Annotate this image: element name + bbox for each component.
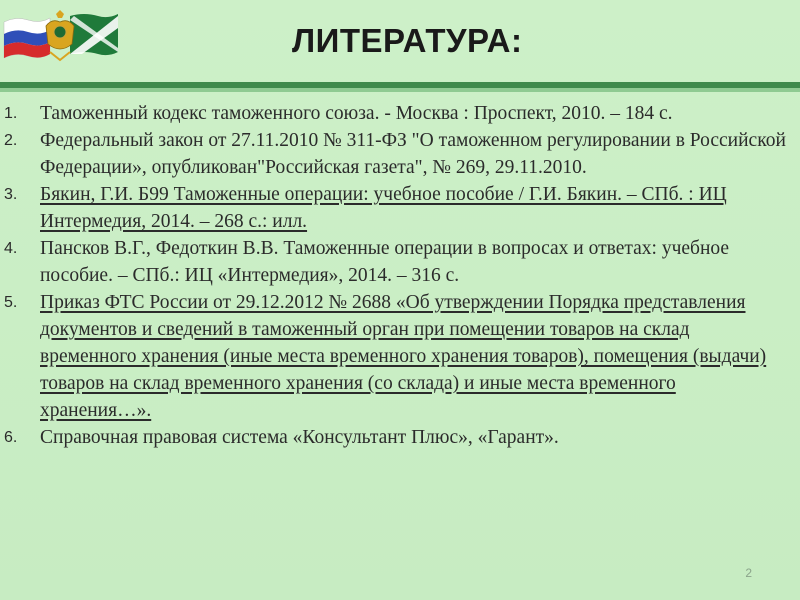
list-item-number: 1. [4,105,18,122]
title-divider-shadow [0,88,800,92]
page-title: ЛИТЕРАТУРА: [292,22,523,59]
literature-list [0,100,790,451]
list-item-text: Пансков В.Г., Федоткин В.В. Таможенные операции в вопросах и ответах: учебное пособие. – СПб.: ИЦ «Интермедия», 2014. – 316 с. [40,238,730,286]
russian-flag-icon [4,18,50,58]
list-item-link-text[interactable]: Бякин, Г.И. Б99 Таможенные операции: учебное пособие / Г.И. Бякин. – СПб. : ИЦ Интермедия, 2014. – 268 с.: илл. [40,184,727,232]
list-item [0,100,790,127]
list-item-number: 3. [4,186,18,203]
eagle-emblem-icon [46,10,74,60]
page-number: 2 [745,566,752,580]
customs-flag-icon [70,14,118,55]
customs-emblem-icon [2,8,120,64]
list-item-link-text[interactable]: Приказ ФТС России от 29.12.2012 № 2688 «Об утверждении Порядка представления документов и сведений в таможенный орган при помещении товаров на склад временного хранения (иные места временного хранения товаров), помещения (выдачи) товаров на склад временного хранения (со склада) и иные места временного хранения…». [40,292,767,421]
list-item-text: Федеральный закон от 27.11.2010 № 311-ФЗ "О таможенном регулировании в Российской Федерации», опубликован"Российская газета", № 269, 29.11.2010. [40,130,786,178]
list-item-number: 2. [4,132,18,149]
list-item-link[interactable] [0,289,790,424]
list-item [0,127,790,181]
list-item-number: 4. [4,240,18,257]
list-item-number: 6. [4,429,18,446]
list-item [0,235,790,289]
list-item-link[interactable] [0,181,790,235]
list-item-text: Таможенный кодекс таможенного союза. - Москва : Проспект, 2010. – 184 с. [40,103,673,124]
list-item-number: 5. [4,294,18,311]
list-item-text: Справочная правовая система «Консультант Плюс», «Гарант». [40,427,559,448]
list-item [0,424,790,451]
